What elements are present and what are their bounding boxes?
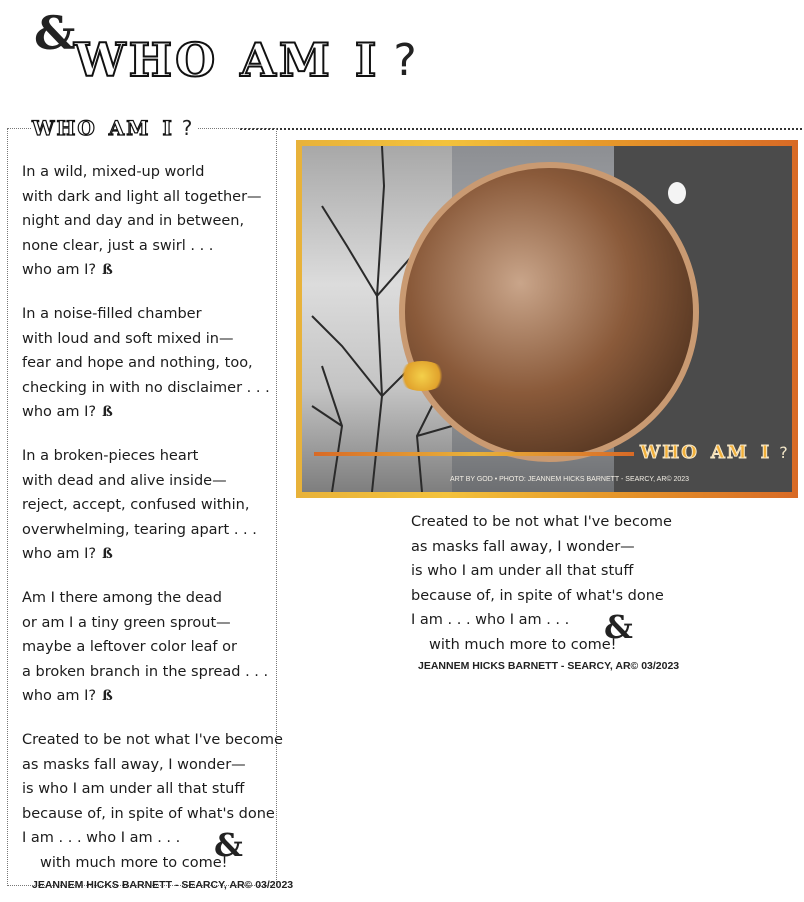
stanza-line: checking in with no disclaimer . . . bbox=[22, 379, 270, 396]
photo-title-word-am: AM bbox=[710, 442, 749, 463]
refrain-ornament-icon: ß bbox=[102, 546, 113, 562]
stanza-line: with much more to come! bbox=[40, 854, 228, 871]
stanza-line: or am I a tiny green sprout— bbox=[22, 614, 231, 631]
photo-title bbox=[640, 442, 788, 463]
stanza-line: because of, in spite of what's done bbox=[411, 587, 664, 604]
refrain-line bbox=[22, 258, 262, 283]
stanza-line: overwhelming, tearing apart . . . bbox=[22, 521, 257, 538]
stanza-line: none clear, just a swirl . . . bbox=[22, 237, 214, 254]
stanza-line: Created to be not what I've become bbox=[411, 514, 672, 530]
refrain-text: who am I? bbox=[22, 688, 97, 704]
right-closing-ornament: & bbox=[604, 608, 633, 646]
title-question-mark: ? bbox=[393, 34, 417, 86]
refrain-text: who am I? bbox=[22, 404, 97, 420]
stanza-4 bbox=[22, 586, 268, 709]
stanza-1 bbox=[22, 160, 262, 283]
photo-title-word-i: I bbox=[760, 442, 772, 463]
panel-title-word-i: I bbox=[162, 116, 174, 140]
poem-credit: JEANNEM HICKS BARNETT - SEARCY, AR© 03/2023 bbox=[32, 879, 294, 891]
stanza-line: with dark and light all together— bbox=[22, 188, 262, 205]
closing-stanza bbox=[22, 728, 283, 875]
photo-title-question-mark: ? bbox=[779, 443, 788, 462]
title-word-i: I bbox=[354, 33, 380, 87]
stanza-line: with dead and alive inside— bbox=[22, 472, 227, 489]
refrain-ornament-icon: ß bbox=[102, 688, 113, 704]
divider-line bbox=[240, 128, 802, 130]
stanza-3 bbox=[22, 444, 257, 567]
header-ornament: & bbox=[34, 6, 76, 60]
leaf-circle-image bbox=[399, 162, 699, 462]
refrain-ornament-icon: ß bbox=[102, 404, 113, 420]
stanza-line: as masks fall away, I wonder— bbox=[22, 756, 246, 773]
stanza-line: maybe a leftover color leaf or bbox=[22, 639, 237, 655]
title-word-am: AM bbox=[240, 33, 333, 87]
stanza-line: I am . . . who I am . . . bbox=[411, 612, 570, 628]
stanza-line: reject, accept, confused within, bbox=[22, 497, 250, 513]
poem-panel-title bbox=[32, 114, 198, 142]
stanza-line: with loud and soft mixed in— bbox=[22, 330, 234, 347]
moon-shape bbox=[668, 182, 686, 204]
closing-ornament: & bbox=[214, 826, 243, 864]
stanza-line: In a wild, mixed-up world bbox=[22, 164, 205, 180]
refrain-line bbox=[22, 684, 268, 709]
refrain-text: who am I? bbox=[22, 262, 97, 278]
stanza-line: Am I there among the dead bbox=[22, 590, 223, 606]
yellow-leaf-highlight bbox=[397, 361, 447, 391]
photo-caption: ART BY GOD • PHOTO: JEANNEM HICKS BARNETT - SEARCY, AR© 2023 bbox=[450, 476, 690, 483]
stanza-2 bbox=[22, 302, 270, 425]
stanza-line: with much more to come! bbox=[429, 636, 617, 653]
stanza-line: I am . . . who I am . . . bbox=[22, 830, 181, 846]
refrain-text: who am I? bbox=[22, 546, 97, 562]
page-title bbox=[74, 30, 417, 90]
stanza-line: because of, in spite of what's done bbox=[22, 805, 275, 822]
right-credit: JEANNEM HICKS BARNETT - SEARCY, AR© 03/2023 bbox=[418, 660, 680, 672]
photo-title-word-who: WHO bbox=[640, 442, 699, 463]
stanza-line: In a noise-filled chamber bbox=[22, 306, 202, 322]
stanza-line: Created to be not what I've become bbox=[22, 732, 283, 748]
panel-title-word-am: AM bbox=[108, 116, 151, 140]
photo-image bbox=[302, 146, 792, 492]
refrain-line bbox=[22, 400, 270, 425]
title-word-who: WHO bbox=[74, 33, 219, 87]
refrain-ornament-icon: ß bbox=[102, 262, 113, 278]
panel-title-question-mark: ? bbox=[181, 116, 193, 140]
stanza-line: In a broken-pieces heart bbox=[22, 448, 199, 464]
stanza-line: is who I am under all that stuff bbox=[22, 781, 245, 797]
stanza-line: a broken branch in the spread . . . bbox=[22, 663, 269, 680]
stanza-line: as masks fall away, I wonder— bbox=[411, 538, 635, 555]
photo-artwork bbox=[296, 140, 798, 498]
panel-title-word-who: WHO bbox=[32, 116, 97, 140]
refrain-line bbox=[22, 542, 257, 567]
photo-accent-bar bbox=[314, 452, 634, 456]
stanza-line: fear and hope and nothing, too, bbox=[22, 355, 253, 371]
stanza-line: night and day and in between, bbox=[22, 213, 245, 229]
stanza-line: is who I am under all that stuff bbox=[411, 563, 634, 579]
